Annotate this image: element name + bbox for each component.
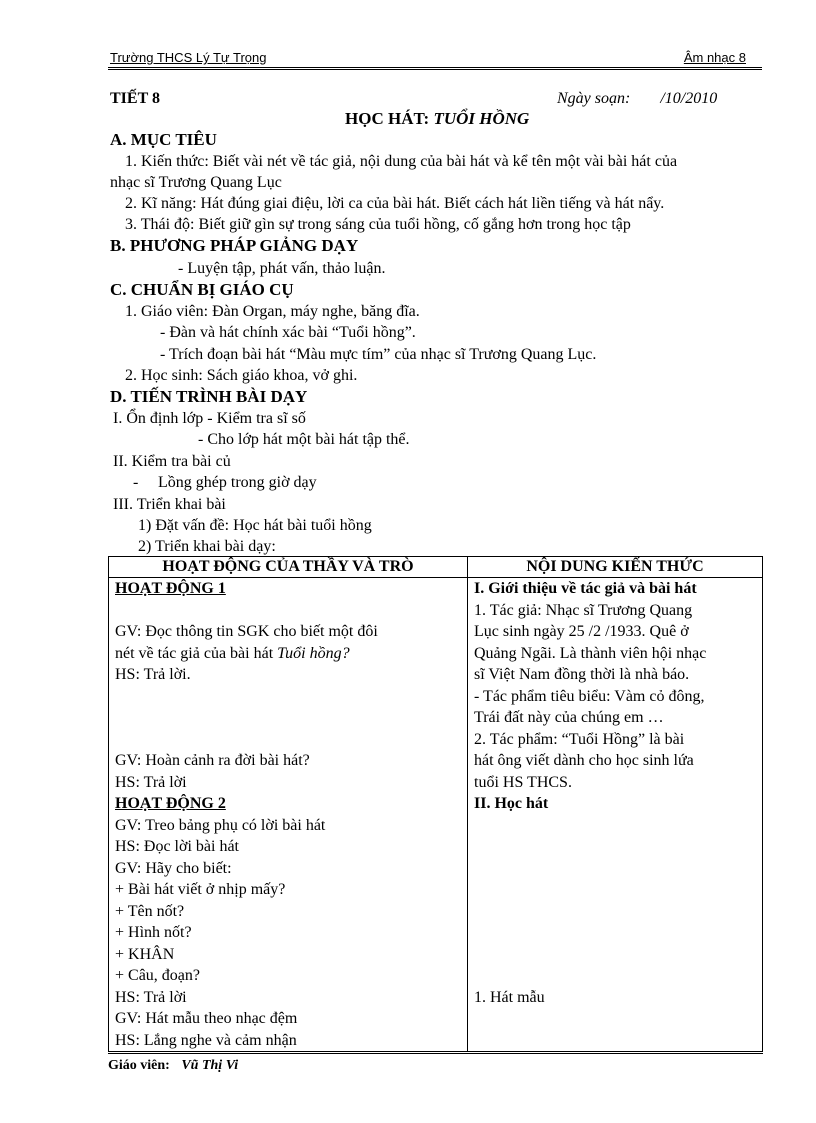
title-song: TUỔI HỒNG [433,109,530,128]
footer-label: Giáo viên: [108,1058,170,1073]
table-header-row [109,557,763,578]
activities-cell [109,578,468,1052]
lesson-table [108,556,763,1052]
content-line: 1. Hát mẫu [474,988,545,1006]
content-line: Trái đất này của chúng em … [474,709,664,726]
content-1-heading: I. Giới thiệu về tác giả và bài hát [474,580,697,597]
objective-attitude: 3. Thái độ: Biết giữ gìn sự trong sáng của tuổi hồng, cố gắng hơn trong học tập [125,216,631,233]
step-1: I. Ổn định lớp - Kiểm tra sĩ số [113,410,306,427]
step-3a: 1) Đặt vấn đề: Học hát bài tuổi hồng [138,517,372,534]
activity-1-heading: HOẠT ĐỘNG 1 [115,580,226,597]
objective-knowledge-2: nhạc sĩ Trương Quang Lục [110,174,282,191]
date-prepared [557,88,717,109]
header-rule [108,67,762,70]
activity-line: GV: Hát mẫu theo nhạc đệm [115,1010,298,1027]
activity-line: + Bài hát viết ở nhịp mấy? [115,881,286,898]
teacher-name: Vũ Thị Vi [181,1058,239,1073]
content-2-heading: II. Học hát [474,795,549,812]
section-a-title: A. MỤC TIÊU [110,130,217,149]
activity-line [115,643,461,665]
content-line: Quảng Ngãi. Là thành viên hội nhạc [474,644,707,662]
content-line: tuổi HS THCS. [474,773,572,791]
content-line: - Tác phẩm tiêu biểu: Vàm cỏ đông, [474,687,705,705]
col-header-content: NỘI DUNG KIẾN THỨC [468,557,763,578]
song-name: Tuổi hồng? [277,644,350,662]
activity-line: HS: Trả lời. [115,666,191,683]
step-2a: Lồng ghép trong giờ dạy [158,474,317,491]
activity-line: HS: Đọc lời bài hát [115,838,239,855]
footer [108,1058,238,1074]
activity-2-heading: HOẠT ĐỘNG 2 [115,795,226,812]
objective-knowledge-1: 1. Kiến thức: Biết vài nét về tác giả, nội dung của bài hát và kể tên một vài bài hát của [125,153,678,170]
step-3b: 2) Triển khai bài dạy: [138,538,276,555]
prep-teacher-a: - Đàn và hát chính xác bài “Tuổi hồng”. [160,324,416,341]
content-line: hát ông viết dành cho học sinh lứa [474,752,694,769]
activity-line: GV: Đọc thông tin SGK cho biết một đôi [115,623,378,640]
activity-line: GV: Hãy cho biết: [115,859,232,877]
content-line: Lục sinh ngày 25 /2 /1933. Quê ở [474,623,689,640]
activity-line: HS: Trả lời [115,773,187,791]
activity-line: GV: Treo bảng phụ có lời bài hát [115,816,326,834]
table-row [109,578,763,1052]
prep-student: 2. Học sinh: Sách giáo khoa, vở ghi. [125,367,358,384]
activity-line: + Tên nốt? [115,902,185,920]
content-cell [468,578,763,1052]
method-item: - Luyện tập, phát vấn, thảo luận. [178,260,386,277]
step-3: III. Triển khai bài [113,496,226,513]
lesson-title [345,108,529,129]
activity-line: + KHÂN [115,945,175,963]
footer-rule [108,1051,763,1054]
activity-line-text: nét về tác giả của bài hát [115,644,278,662]
activity-line: HS: Trả lời [115,988,187,1006]
step-1a: - Cho lớp hát một bài hát tập thể. [198,431,410,448]
activity-line: HS: Lắng nghe và cảm nhận [115,1031,297,1049]
step-2-bullet: - [133,474,139,491]
objective-skill: 2. Kĩ năng: Hát đúng giai điệu, lời ca của bài hát. Biết cách hát liền tiếng và hát nẩy. [125,195,665,212]
prep-teacher-b: - Trích đoạn bài hát “Màu mực tím” của nhạc sĩ Trương Quang Lục. [160,346,597,363]
prep-teacher: 1. Giáo viên: Đàn Organ, máy nghe, băng đĩa. [125,303,420,320]
section-d-title: D. TIẾN TRÌNH BÀI DẠY [110,387,308,406]
lesson-number: TIẾT 8 [110,90,160,107]
activity-line: + Câu, đoạn? [115,967,200,984]
section-b-title: B. PHƯƠNG PHÁP GIẢNG DẠY [110,236,359,255]
school-name: Trường THCS Lý Tự Trọng [110,50,267,65]
section-c-title: C. CHUẨN BỊ GIÁO CỤ [110,280,294,299]
step-2: II. Kiểm tra bài củ [113,453,231,470]
activity-line: + Hình nốt? [115,924,192,941]
date-label: Ngày soạn: [557,90,631,107]
activity-line: GV: Hoàn cảnh ra đời bài hát? [115,752,310,769]
title-prefix: HỌC HÁT: [345,109,430,128]
subject-name: Âm nhạc 8 [683,50,746,65]
date-value: /10/2010 [660,90,718,107]
content-line: 1. Tác giả: Nhạc sĩ Trương Quang [474,601,693,619]
col-header-activities: HOẠT ĐỘNG CỦA THẦY VÀ TRÒ [109,557,468,578]
content-line: 2. Tác phẩm: “Tuổi Hồng” là bài [474,730,685,748]
content-line: sĩ Việt Nam đồng thời là nhà báo. [474,666,690,683]
